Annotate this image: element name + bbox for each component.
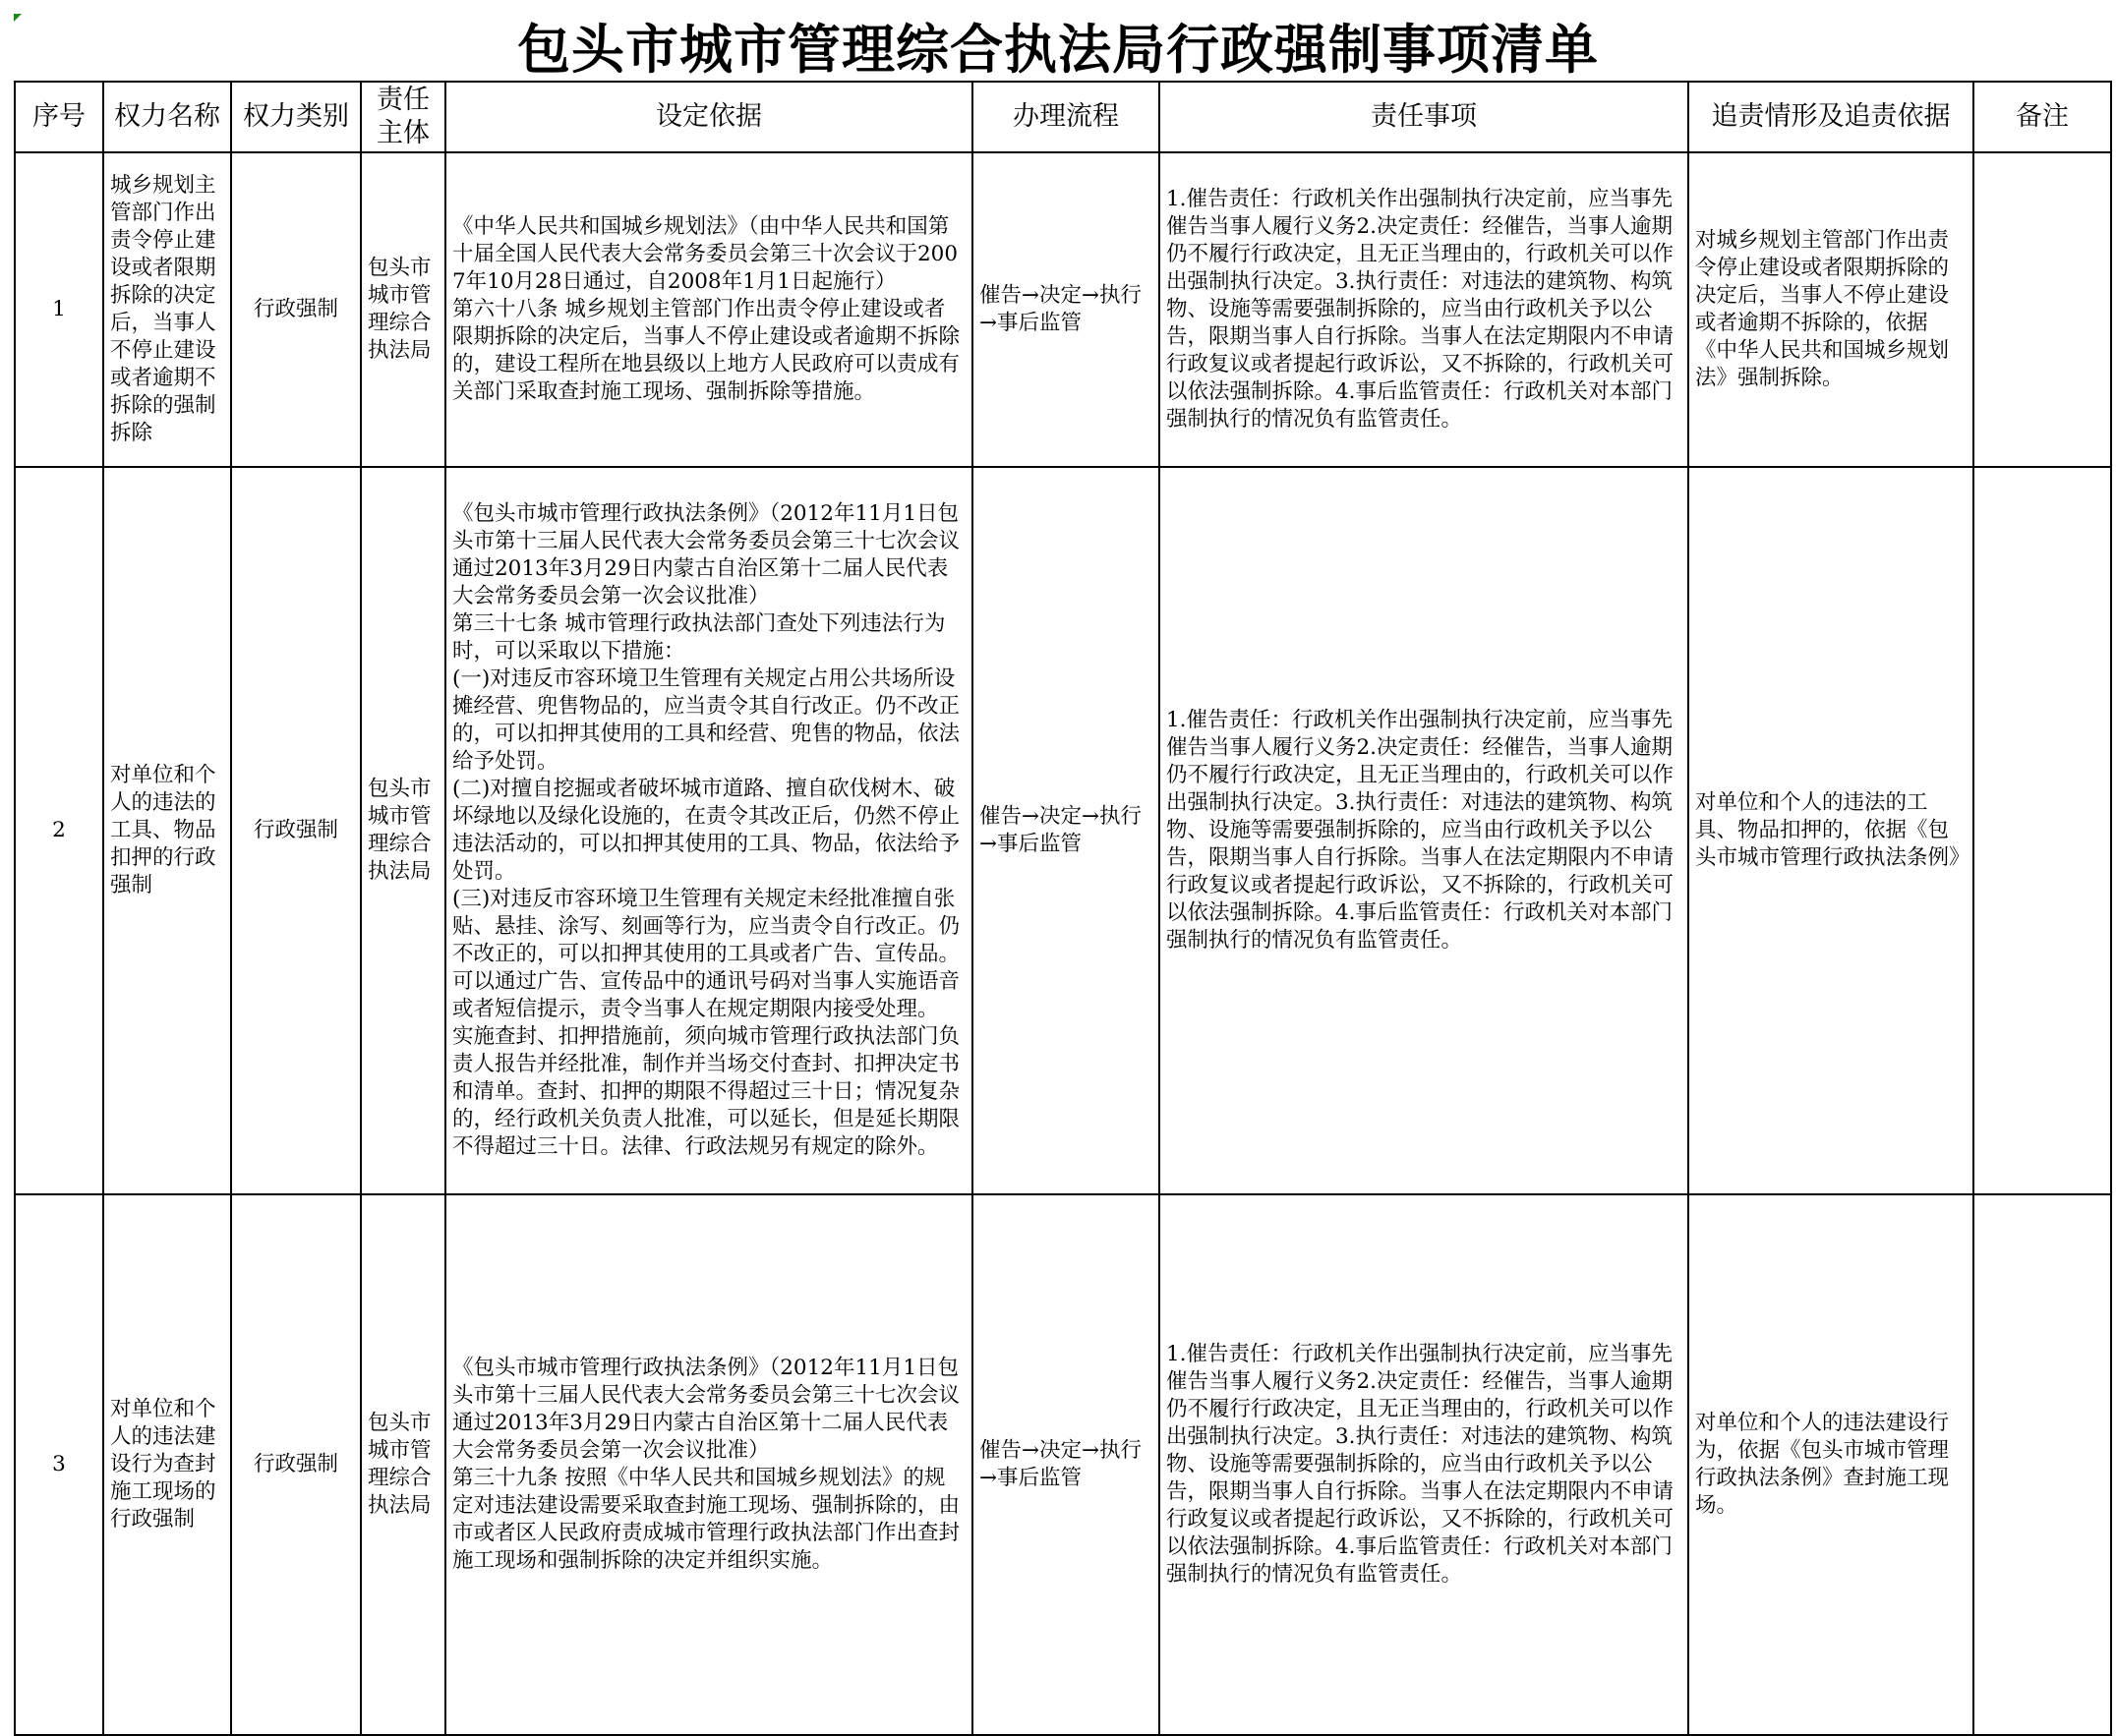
row-remark xyxy=(1973,1194,2111,1735)
header-row xyxy=(15,82,2111,152)
row-subject: 包头市城市管理综合执法局 xyxy=(361,152,445,467)
row-remark xyxy=(1973,467,2111,1194)
row-process: 催告→决定→执行→事后监管 xyxy=(972,152,1159,467)
row-process: 催告→决定→执行→事后监管 xyxy=(972,467,1159,1194)
row-basis: 《包头市城市管理行政执法条例》（2012年11月1日包头市第十三届人民代表大会常务委员会第三十七次会议通过2013年3月29日内蒙古自治区第十二届人民代表大会常务委员会第一次会议批准） 第三十九条 按照《中华人民共和国城乡规划法》的规定对违法建设需要采取查封施工现场、强制拆除的，由市或者区人民政府责成城市管理行政执法部门作出查封施工现场和强制拆除的决定并组织实施。 xyxy=(445,1194,972,1735)
row-no: 1 xyxy=(15,152,103,467)
power-list-table xyxy=(14,81,2112,1736)
row-subject: 包头市城市管理综合执法局 xyxy=(361,467,445,1194)
row-remark xyxy=(1973,152,2111,467)
header-category: 权力类别 xyxy=(231,82,361,152)
header-subject: 责任 主体 xyxy=(361,82,445,152)
row-power-name: 对单位和个人的违法建设行为查封施工现场的行政强制 xyxy=(103,1194,231,1735)
row-accountability: 对单位和个人的违法的工具、物品扣押的，依据《包头市城市管理行政执法条例》 xyxy=(1688,467,1973,1194)
header-name: 权力名称 xyxy=(103,82,231,152)
header-duty: 责任事项 xyxy=(1159,82,1688,152)
row-accountability: 对单位和个人的违法建设行为，依据《包头市城市管理行政执法条例》查封施工现场。 xyxy=(1688,1194,1973,1735)
row-category: 行政强制 xyxy=(231,467,361,1194)
row-duty: 1.催告责任：行政机关作出强制执行决定前，应当事先催告当事人履行义务2.决定责任：经催告，当事人逾期仍不履行行政决定，且无正当理由的，行政机关可以作出强制执行决定。3.执行责任：对违法的建筑物、构筑物、设施等需要强制拆除的，应当由行政机关予以公告，限期当事人自行拆除。当事人在法定期限内不申请行政复议或者提起行政诉讼，又不拆除的，行政机关可以依法强制拆除。4.事后监管责任：行政机关对本部门强制执行的情况负有监管责任。 xyxy=(1159,1194,1688,1735)
table-row xyxy=(15,467,2111,1194)
header-accountability: 追责情形及追责依据 xyxy=(1688,82,1973,152)
row-no: 3 xyxy=(15,1194,103,1735)
row-category: 行政强制 xyxy=(231,152,361,467)
header-no: 序号 xyxy=(15,82,103,152)
row-category: 行政强制 xyxy=(231,1194,361,1735)
header-basis: 设定依据 xyxy=(445,82,972,152)
row-accountability: 对城乡规划主管部门作出责令停止建设或者限期拆除的决定后，当事人不停止建设或者逾期不拆除的，依据《中华人民共和国城乡规划法》强制拆除。 xyxy=(1688,152,1973,467)
row-duty: 1.催告责任：行政机关作出强制执行决定前，应当事先催告当事人履行义务2.决定责任：经催告，当事人逾期仍不履行行政决定，且无正当理由的，行政机关可以作出强制执行决定。3.执行责任：对违法的建筑物、构筑物、设施等需要强制拆除的，应当由行政机关予以公告，限期当事人自行拆除。当事人在法定期限内不申请行政复议或者提起行政诉讼，又不拆除的，行政机关可以依法强制拆除。4.事后监管责任：行政机关对本部门强制执行的情况负有监管责任。 xyxy=(1159,152,1688,467)
header-remark: 备注 xyxy=(1973,82,2111,152)
table-row xyxy=(15,1194,2111,1735)
row-power-name: 城乡规划主管部门作出责令停止建设或者限期拆除的决定后，当事人不停止建设或者逾期不拆除的强制拆除 xyxy=(103,152,231,467)
row-basis: 《中华人民共和国城乡规划法》（由中华人民共和国第十届全国人民代表大会常务委员会第三十次会议于2007年10月28日通过，自2008年1月1日起施行） 第六十八条 城乡规划主管部门作出责令停止建设或者限期拆除的决定后，当事人不停止建设或者逾期不拆除的，建设工程所在地县级以上地方人民政府可以责成有关部门采取查封施工现场、强制拆除等措施。 xyxy=(445,152,972,467)
row-no: 2 xyxy=(15,467,103,1194)
header-process: 办理流程 xyxy=(972,82,1159,152)
page-title: 包头市城市管理综合执法局行政强制事项清单 xyxy=(517,19,1599,81)
row-process: 催告→决定→执行→事后监管 xyxy=(972,1194,1159,1735)
table-row xyxy=(15,152,2111,467)
row-basis: 《包头市城市管理行政执法条例》（2012年11月1日包头市第十三届人民代表大会常务委员会第三十七次会议通过2013年3月29日内蒙古自治区第十二届人民代表大会常务委员会第一次会议批准） 第三十七条 城市管理行政执法部门查处下列违法行为时，可以采取以下措施： (一)对违反市容环境卫生管理有关规定占用公共场所设摊经营、兜售物品的，应当责令其自行改正。仍不改正的，可以扣押其使用的工具和经营、兜售的物品，依法给予处罚。 (二)对擅自挖掘或者破坏城市道路、擅自砍伐树木、破坏绿地以及绿化设施的，在责令其改正后，仍然不停止违法活动的，可以扣押其使用的工具、物品，依法给予处罚。 (三)对违反市容环境卫生管理有关规定未经批准擅自张贴、悬挂、涂写、刻画等行为，应当责令自行改正。仍不改正的，可以扣押其使用的工具或者广告、宣传品。可以通过广告、宣传品中的通讯号码对当事人实施语音或者短信提示，责令当事人在规定期限内接受处理。 实施查封、扣押措施前，须向城市管理行政执法部门负责人报告并经批准，制作并当场交付查封、扣押决定书和清单。查封、扣押的期限不得超过三十日；情况复杂的，经行政机关负责人批准，可以延长，但是延长期限不得超过三十日。法律、行政法规另有规定的除外。 xyxy=(445,467,972,1194)
row-power-name: 对单位和个人的违法的工具、物品扣押的行政强制 xyxy=(103,467,231,1194)
row-duty: 1.催告责任：行政机关作出强制执行决定前，应当事先催告当事人履行义务2.决定责任：经催告，当事人逾期仍不履行行政决定，且无正当理由的，行政机关可以作出强制执行决定。3.执行责任：对违法的建筑物、构筑物、设施等需要强制拆除的，应当由行政机关予以公告，限期当事人自行拆除。当事人在法定期限内不申请行政复议或者提起行政诉讼，又不拆除的，行政机关可以依法强制拆除。4.事后监管责任：行政机关对本部门强制执行的情况负有监管责任。 xyxy=(1159,467,1688,1194)
row-subject: 包头市城市管理综合执法局 xyxy=(361,1194,445,1735)
